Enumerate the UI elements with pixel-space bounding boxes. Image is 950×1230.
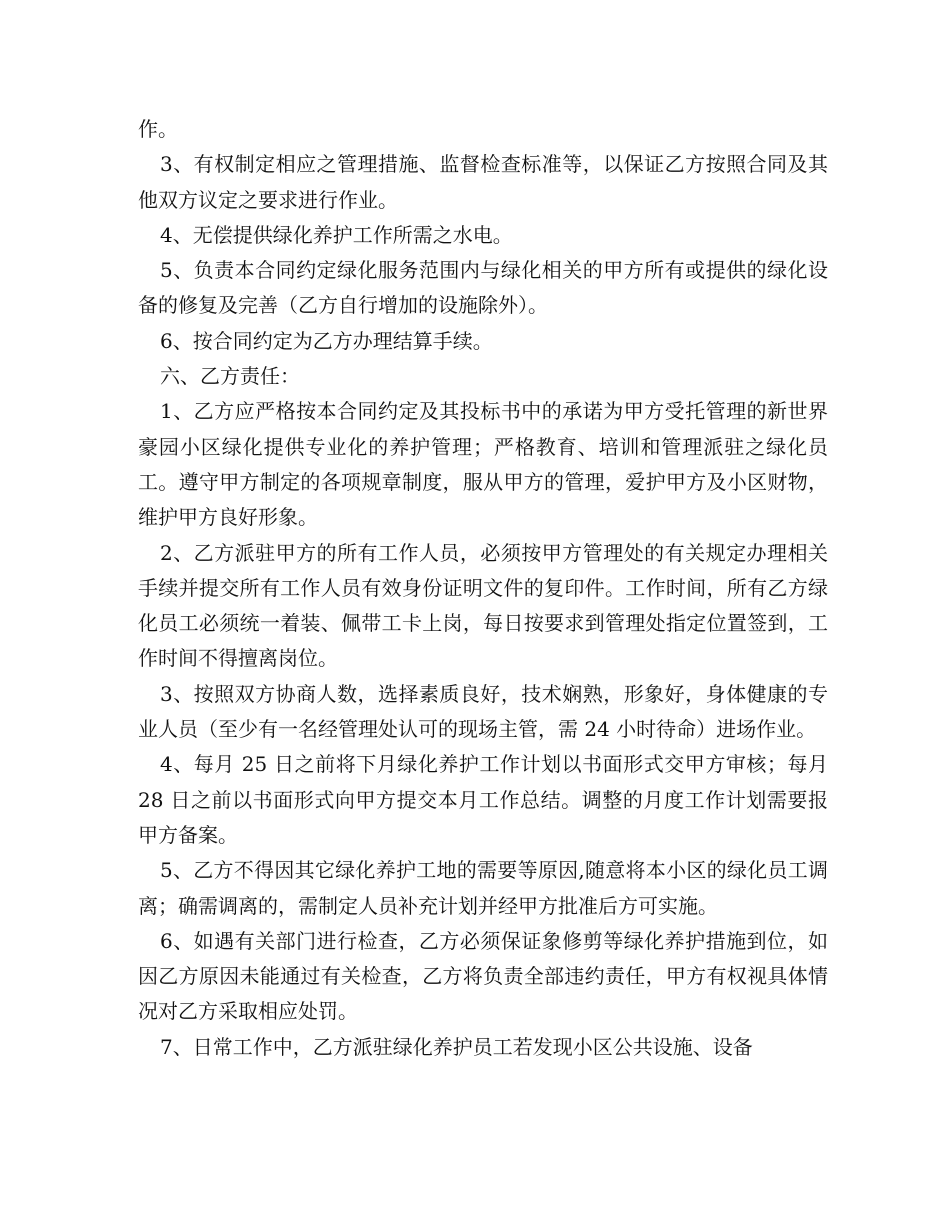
paragraph-party-b-item-2: 2、乙方派驻甲方的所有工作人员，必须按甲方管理处的有关规定办理相关手续并提交所有工作人员有效身份证明文件的复印件。工作时间，所有乙方绿化员工必须统一着装、佩带工卡上岗，每日按要求到管理处指定位置签到，工作时间不得擅离岗位。 (138, 540, 828, 671)
paragraph-party-a-item-3: 3、有权制定相应之管理措施、监督检查标准等，以保证乙方按照合同及其他双方议定之要求进行作业。 (138, 152, 828, 212)
paragraph-party-b-item-1: 1、乙方应严格按本合同约定及其投标书中的承诺为甲方受托管理的新世界豪园小区绿化提供专业化的养护管理；严格教育、培训和管理派驻之绿化员工。遵守甲方制定的各项规章制度，服从甲方的管理，爱护甲方及小区财物，维护甲方良好形象。 (138, 399, 828, 530)
paragraph-party-b-item-3: 3、按照双方协商人数，选择素质良好，技术娴熟，形象好，身体健康的专业人员（至少有一名经管理处认可的现场主管，需 24 小时待命）进场作业。 (138, 681, 828, 742)
section-heading-party-b: 六、乙方责任： (160, 364, 300, 389)
paragraph-party-b-item-7: 7、日常工作中，乙方派驻绿化养护员工若发现小区公共设施、设备 (160, 1034, 753, 1059)
paragraph-party-a-item-6: 6、按合同约定为乙方办理结算手续。 (160, 328, 493, 353)
paragraph-continuation: 作。 (138, 117, 178, 141)
paragraph-party-b-item-6: 6、如遇有关部门进行检查，乙方必须保证象修剪等绿化养护措施到位，如因乙方原因未能通过有关检查，乙方将负责全部违约责任，甲方有权视具体情况对乙方采取相应处罚。 (138, 928, 828, 1024)
paragraph-party-b-item-4: 4、每月 25 日之前将下月绿化养护工作计划以书面形式交甲方审核；每月 28 日之前以书面形式向甲方提交本月工作总结。调整的月度工作计划需要报甲方备案。 (138, 752, 828, 847)
paragraph-party-a-item-5: 5、负责本合同约定绿化服务范围内与绿化相关的甲方所有或提供的绿化设备的修复及完善（乙方自行增加的设施除外）。 (138, 258, 828, 318)
paragraph-party-b-item-5: 5、乙方不得因其它绿化养护工地的需要等原因,随意将本小区的绿化员工调离；确需调离的，需制定人员补充计划并经甲方批准后方可实施。 (138, 858, 828, 918)
contract-text-body (138, 112, 828, 1065)
paragraph-party-a-item-4: 4、无偿提供绿化养护工作所需之水电。 (160, 222, 513, 247)
